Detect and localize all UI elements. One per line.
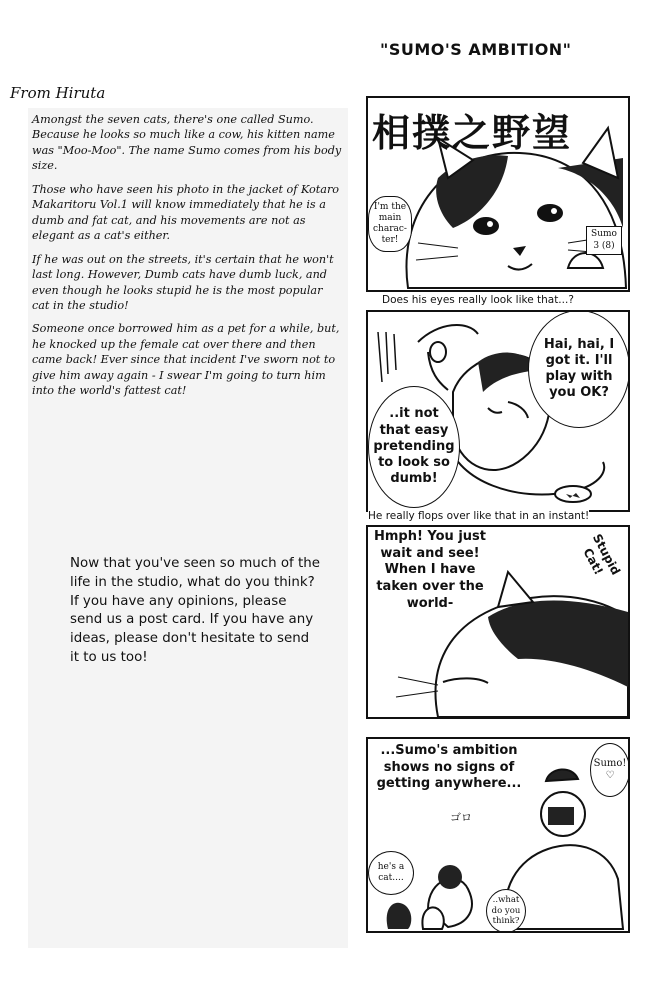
page-title: "SUMO'S AMBITION" (380, 40, 572, 59)
speech-text: ...Sumo's ambition shows no signs of getting anywhere... (376, 743, 522, 792)
speech-bubble: Sumo! ♡ (590, 743, 630, 797)
panel-caption: Does his eyes really look like that...? (382, 294, 574, 306)
sound-effect: ゴロ (450, 811, 472, 824)
speech-bubble: I'm the main charac-ter! (368, 196, 412, 252)
comic-panel-3 (366, 525, 630, 719)
closing-note: Now that you've seen so much of the life in the studio, what do you think? If you have any opinions, please send us a post card. If you have any ideas, please don't hesitate to send it to us too! (70, 556, 320, 665)
speech-bubble: he's a cat.... (368, 851, 414, 895)
panel-caption: He really flops over like that in an instant! (368, 510, 590, 522)
speech-bubble: ..it not that easy pretending to look so dumb! (368, 386, 460, 508)
paragraph: Those who have seen his photo in the jacket of Kotaro Makaritoru Vol.1 will know immediately that he is a dumb and fat cat, and his movements are not as elegant as a cat's either. (32, 182, 340, 243)
speech-text: Hmph! You just wait and see! When I have taken over the world- (373, 529, 487, 611)
name-tag: Sumo 3 (8) (586, 226, 622, 255)
author-heading: From Hiruta (10, 84, 106, 102)
paragraph: If he was out on the streets, it's certain that he won't last long. However, Dumb cats have dumb luck, and even though he looks stupid he is the most popular cat in the studio! (32, 252, 334, 312)
paragraph: Someone once borrowed him as a pet for a while, but, he knocked up the female cat over there and then came back! Ever since that incident I've sworn not to give him away again - I swear I'm going to turn him into the world's fattest cat! (32, 322, 340, 398)
comic-panel-4 (366, 737, 630, 933)
essay-text (32, 112, 342, 407)
side-text: Stupid Cat! (580, 531, 623, 578)
comic-panel-1 (366, 96, 630, 292)
kanji-title: 相撲之野望 (372, 110, 573, 155)
speech-bubble: Hai, hai, I got it. I'll play with you OK? (528, 310, 630, 428)
comic-panel-2 (366, 310, 630, 512)
speech-bubble: ..what do you think? (486, 889, 526, 933)
paragraph: Amongst the seven cats, there's one called Sumo. Because he looks so much like a cow, his kitten name was "Moo-Moo". The name Sumo comes from his body size. (32, 113, 342, 173)
